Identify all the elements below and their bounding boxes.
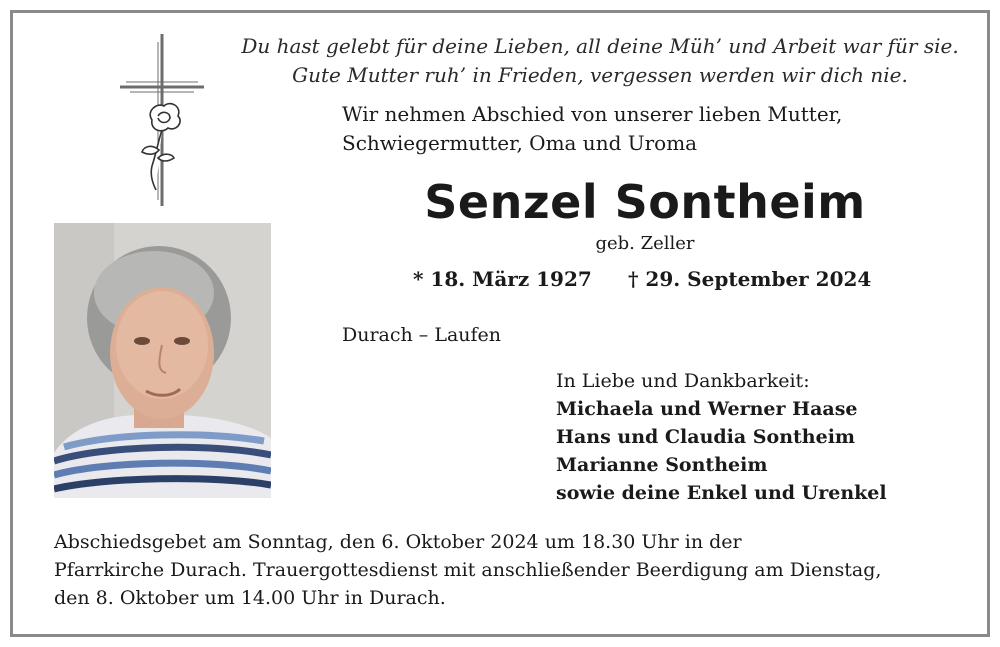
family-member: Hans und Claudia Sontheim [556,426,856,448]
family-block [556,367,887,507]
service-line-3: den 8. Oktober um 14.00 Uhr in Durach. [54,587,446,609]
family-member: Marianne Sontheim [556,454,768,476]
birth-date: * 18. März 1927 [413,267,592,291]
verse-line-2: Gute Mutter ruh’ in Frieden, vergessen werden wir dich nie. [292,63,908,87]
intro-line-2: Schwiegermutter, Oma und Uroma [342,131,698,155]
verse-line-1: Du hast gelebt für deine Lieben, all deine Müh’ und Arbeit war für sie. [241,34,959,58]
death-date: † 29. September 2024 [628,267,872,291]
cross-with-rose-icon [112,32,212,210]
verse [240,32,960,90]
service-info [54,528,954,612]
portrait-illustration [54,223,271,498]
maiden-name: geb. Zeller [595,233,695,254]
deceased-name: Senzel Sontheim [424,175,866,229]
family-heading: In Liebe und Dankbarkeit: [556,370,810,392]
portrait-photo [54,223,271,498]
intro-text [342,100,842,158]
family-member: Michaela und Werner Haase [556,398,858,420]
place: Durach – Laufen [342,324,502,346]
intro-line-1: Wir nehmen Abschied von unserer lieben Mutter, [342,102,843,126]
service-line-2: Pfarrkirche Durach. Trauergottesdienst mit anschließender Beerdigung am Dienstag, [54,559,882,581]
service-line-1: Abschiedsgebet am Sonntag, den 6. Oktober 2024 um 18.30 Uhr in der [54,531,742,553]
family-member: sowie deine Enkel und Urenkel [556,482,887,504]
